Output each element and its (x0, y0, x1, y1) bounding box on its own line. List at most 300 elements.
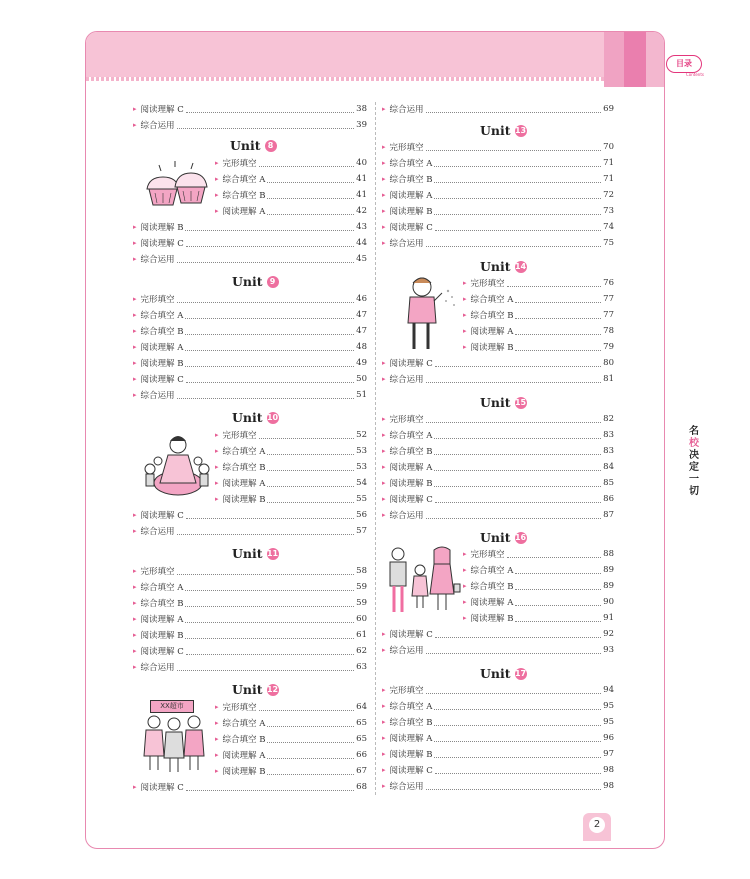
toc-row[interactable] (382, 492, 614, 506)
toc-page: 85 (603, 478, 614, 488)
toc-row[interactable] (382, 204, 614, 218)
unit-word: Unit (480, 666, 511, 681)
dot-leader (185, 638, 354, 639)
toc-row[interactable] (215, 172, 367, 186)
toc-label: 阅读理解 B (222, 495, 266, 505)
dot-leader (515, 334, 601, 335)
bullet-icon: ▸ (133, 239, 137, 247)
bullet-icon: ▸ (133, 327, 137, 335)
toc-label: 阅读理解 A (140, 615, 184, 625)
toc-row[interactable] (133, 372, 367, 386)
boy-illustration (398, 273, 460, 355)
unit-word: Unit (232, 682, 263, 697)
bullet-icon: ▸ (382, 734, 386, 742)
bullet-icon: ▸ (382, 782, 386, 790)
toc-row[interactable] (215, 156, 367, 170)
toc-row[interactable] (133, 388, 367, 402)
unit-heading-15[interactable] (480, 395, 527, 410)
toc-label: 阅读理解 C (140, 783, 184, 793)
unit-heading-13[interactable] (480, 123, 527, 138)
toc-page: 46 (356, 294, 367, 304)
toc-page: 51 (356, 390, 367, 400)
bullet-icon: ▸ (215, 703, 219, 711)
bullet-icon: ▸ (382, 431, 386, 439)
toc-row[interactable] (463, 324, 614, 338)
toc-row[interactable] (133, 308, 367, 322)
toc-page: 83 (603, 446, 614, 456)
toc-page: 89 (603, 565, 614, 575)
toc-label: 阅读理解 A (389, 191, 433, 201)
bullet-icon: ▸ (133, 375, 137, 383)
toc-page: 39 (356, 120, 367, 130)
toc-label: 综合填空 A (222, 447, 266, 457)
page-number: 2 (589, 817, 605, 833)
toc-page: 93 (603, 645, 614, 655)
dot-leader (177, 574, 355, 575)
toc-page: 45 (356, 254, 367, 264)
toc-row[interactable] (133, 596, 367, 610)
toc-row[interactable] (215, 748, 367, 762)
dot-leader (435, 773, 601, 774)
princess-illustration (138, 425, 214, 497)
toc-page: 53 (356, 462, 367, 472)
header-stripe (86, 77, 664, 81)
bullet-icon: ▸ (215, 431, 219, 439)
bullet-icon: ▸ (133, 121, 137, 129)
dot-leader (434, 486, 601, 487)
bullet-icon: ▸ (463, 582, 467, 590)
toc-label: 综合填空 A (389, 431, 433, 441)
toc-label: 综合运用 (140, 255, 175, 265)
unit-word: Unit (480, 259, 511, 274)
toc-row[interactable] (133, 780, 367, 794)
toc-label: 综合填空 A (140, 311, 184, 321)
dot-leader (515, 573, 601, 574)
toc-label: 综合运用 (140, 527, 175, 537)
toc-row[interactable] (133, 612, 367, 626)
dot-leader (434, 470, 601, 471)
toc-label: 阅读理解 A (470, 327, 514, 337)
toc-row[interactable] (133, 340, 367, 354)
toc-row[interactable] (463, 579, 614, 593)
toc-label: 完形填空 (389, 686, 424, 696)
toc-row[interactable] (463, 308, 614, 322)
bullet-icon: ▸ (133, 615, 137, 623)
bullet-icon: ▸ (382, 207, 386, 215)
toc-label: 综合运用 (389, 375, 424, 385)
bullet-icon: ▸ (133, 255, 137, 263)
dot-leader (426, 382, 602, 383)
unit-number-badge: 15 (514, 397, 527, 407)
bullet-icon: ▸ (463, 343, 467, 351)
dot-leader (185, 230, 354, 231)
dot-leader (426, 789, 602, 790)
bullet-icon: ▸ (382, 415, 386, 423)
unit-number-badge: 12 (266, 684, 279, 694)
unit-word: Unit (480, 530, 511, 545)
unit-number-badge: 10 (266, 412, 279, 422)
toc-page: 76 (603, 278, 614, 288)
unit-heading-8[interactable] (230, 138, 277, 153)
dot-leader (186, 112, 354, 113)
dot-leader (515, 318, 601, 319)
toc-page: 90 (603, 597, 614, 607)
toc-label: 阅读理解 C (140, 239, 184, 249)
dot-leader (267, 454, 354, 455)
toc-label: 综合运用 (389, 105, 424, 115)
shoppers-illustration (140, 712, 212, 774)
side-slogan-char: 一 (689, 474, 699, 485)
dot-leader (434, 166, 601, 167)
header-band (86, 32, 664, 77)
toc-row[interactable] (215, 476, 367, 490)
toc-row[interactable] (215, 732, 367, 746)
dot-leader (186, 518, 354, 519)
dot-leader (185, 590, 354, 591)
unit-word: Unit (480, 123, 511, 138)
toc-row[interactable] (382, 508, 614, 522)
toc-label: 阅读理解 C (140, 375, 184, 385)
toc-row[interactable] (463, 595, 614, 609)
toc-page: 83 (603, 430, 614, 440)
toc-row[interactable] (133, 628, 367, 642)
dot-leader (426, 112, 602, 113)
bullet-icon: ▸ (215, 495, 219, 503)
toc-label: 阅读理解 C (140, 647, 184, 657)
toc-row[interactable] (133, 564, 367, 578)
side-slogan-char: 校 (689, 438, 699, 449)
toc-row[interactable] (382, 140, 614, 154)
unit-heading-9[interactable] (232, 274, 279, 289)
dot-leader (426, 518, 602, 519)
bullet-icon: ▸ (133, 105, 137, 113)
bullet-icon: ▸ (463, 327, 467, 335)
side-slogan-char: 定 (689, 462, 699, 473)
bullet-icon: ▸ (382, 630, 386, 638)
bullet-icon: ▸ (382, 686, 386, 694)
unit-number-badge: 11 (266, 548, 279, 558)
toc-row[interactable] (463, 276, 614, 290)
bullet-icon: ▸ (133, 359, 137, 367)
toc-row[interactable] (133, 580, 367, 594)
toc-row[interactable] (463, 563, 614, 577)
side-slogan (685, 426, 703, 498)
unit-word: Unit (232, 410, 263, 425)
toc-label: 综合填空 A (389, 159, 433, 169)
toc-row[interactable] (382, 699, 614, 713)
toc-row[interactable] (215, 460, 367, 474)
toc-row[interactable] (382, 747, 614, 761)
toc-label: 综合运用 (140, 663, 175, 673)
toc-page: 57 (356, 526, 367, 536)
dot-leader (185, 606, 354, 607)
toc-label: 完形填空 (470, 279, 505, 289)
toc-label: 综合填空 B (389, 447, 433, 457)
bullet-icon: ▸ (215, 479, 219, 487)
toc-label: 综合填空 B (470, 582, 514, 592)
toc-row[interactable] (463, 611, 614, 625)
toc-page: 69 (603, 104, 614, 114)
bullet-icon: ▸ (463, 295, 467, 303)
bullet-icon: ▸ (133, 783, 137, 791)
bullet-icon: ▸ (463, 566, 467, 574)
toc-row[interactable] (133, 508, 367, 522)
toc-row[interactable] (133, 118, 367, 132)
toc-row[interactable] (382, 428, 614, 442)
bullet-icon: ▸ (382, 646, 386, 654)
bullet-icon: ▸ (382, 479, 386, 487)
bullet-icon: ▸ (133, 511, 137, 519)
unit-heading-10[interactable] (232, 410, 279, 425)
toc-row[interactable] (382, 715, 614, 729)
toc-label: 综合填空 B (222, 191, 266, 201)
toc-row[interactable] (215, 492, 367, 506)
header-tab (646, 32, 664, 87)
dot-leader (177, 534, 355, 535)
dot-leader (515, 589, 601, 590)
toc-label: 阅读理解 C (389, 630, 433, 640)
toc-page: 49 (356, 358, 367, 368)
toc-label: 阅读理解 C (389, 495, 433, 505)
toc-row[interactable] (382, 444, 614, 458)
toc-page: 86 (603, 494, 614, 504)
toc-row[interactable] (215, 428, 367, 442)
toc-page: 65 (356, 718, 367, 728)
toc-label: 综合填空 B (222, 463, 266, 473)
toc-row[interactable] (382, 683, 614, 697)
dot-leader (426, 422, 602, 423)
dot-leader (185, 350, 354, 351)
dot-leader (186, 790, 354, 791)
toc-label: 综合填空 B (389, 175, 433, 185)
dot-leader (177, 670, 355, 671)
toc-page: 58 (356, 566, 367, 576)
toc-row[interactable] (133, 660, 367, 674)
dot-leader (426, 246, 602, 247)
toc-label: 完形填空 (470, 550, 505, 560)
dot-leader (515, 605, 601, 606)
toc-row[interactable] (133, 356, 367, 370)
contents-logo-sub: Contents (686, 72, 704, 77)
toc-label: 综合填空 A (222, 719, 266, 729)
dot-leader (259, 166, 355, 167)
bullet-icon: ▸ (133, 663, 137, 671)
toc-row[interactable] (133, 644, 367, 658)
bullet-icon: ▸ (463, 279, 467, 287)
toc-label: 阅读理解 B (470, 343, 514, 353)
unit-number-badge: 9 (267, 276, 279, 288)
bullet-icon: ▸ (382, 359, 386, 367)
toc-page: 54 (356, 478, 367, 488)
toc-row[interactable] (382, 220, 614, 234)
toc-page: 56 (356, 510, 367, 520)
toc-label: 阅读理解 A (222, 751, 266, 761)
bullet-icon: ▸ (215, 159, 219, 167)
toc-page: 98 (603, 765, 614, 775)
toc-row[interactable] (215, 700, 367, 714)
toc-row[interactable] (382, 476, 614, 490)
toc-label: 阅读理解 C (389, 223, 433, 233)
bullet-icon: ▸ (133, 567, 137, 575)
toc-row[interactable] (382, 372, 614, 386)
dot-leader (426, 653, 602, 654)
toc-label: 综合填空 A (470, 566, 514, 576)
toc-row[interactable] (133, 292, 367, 306)
dot-leader (259, 710, 355, 711)
dot-leader (267, 502, 354, 503)
toc-row[interactable] (382, 102, 614, 116)
toc-row[interactable] (133, 252, 367, 266)
toc-page: 59 (356, 598, 367, 608)
toc-page: 38 (356, 104, 367, 114)
dot-leader (267, 198, 354, 199)
unit-heading-17[interactable] (480, 666, 527, 681)
dot-leader (515, 621, 601, 622)
bullet-icon: ▸ (133, 631, 137, 639)
toc-row[interactable] (382, 763, 614, 777)
toc-row[interactable] (133, 236, 367, 250)
toc-page: 96 (603, 733, 614, 743)
unit-heading-14[interactable] (480, 259, 527, 274)
toc-page: 50 (356, 374, 367, 384)
toc-page: 98 (603, 781, 614, 791)
toc-row[interactable] (382, 172, 614, 186)
toc-label: 阅读理解 B (389, 207, 433, 217)
toc-row[interactable] (463, 547, 614, 561)
toc-page: 81 (603, 374, 614, 384)
toc-page: 59 (356, 582, 367, 592)
unit-heading-16[interactable] (480, 530, 527, 545)
toc-label: 完形填空 (389, 143, 424, 153)
dot-leader (185, 318, 354, 319)
toc-row[interactable] (215, 188, 367, 202)
toc-row[interactable] (382, 412, 614, 426)
toc-page: 67 (356, 766, 367, 776)
bullet-icon: ▸ (215, 767, 219, 775)
unit-heading-11[interactable] (232, 546, 279, 561)
dot-leader (177, 398, 355, 399)
toc-row[interactable] (215, 204, 367, 218)
dot-leader (434, 214, 601, 215)
column-divider (375, 102, 376, 795)
toc-row[interactable] (133, 324, 367, 338)
side-slogan-char: 决 (689, 450, 699, 461)
unit-heading-12[interactable] (232, 682, 279, 697)
toc-page: 74 (603, 222, 614, 232)
toc-label: 阅读理解 B (140, 223, 184, 233)
toc-page: 61 (356, 630, 367, 640)
dot-leader (434, 741, 601, 742)
bullet-icon: ▸ (133, 599, 137, 607)
toc-page: 91 (603, 613, 614, 623)
toc-label: 综合填空 A (222, 175, 266, 185)
toc-row[interactable] (382, 643, 614, 657)
toc-page: 41 (356, 190, 367, 200)
toc-label: 阅读理解 C (140, 105, 184, 115)
toc-page: 40 (356, 158, 367, 168)
toc-row[interactable] (382, 356, 614, 370)
bullet-icon: ▸ (215, 463, 219, 471)
toc-page: 75 (603, 238, 614, 248)
toc-page: 79 (603, 342, 614, 352)
dot-leader (434, 198, 601, 199)
toc-label: 综合填空 B (140, 599, 184, 609)
toc-row[interactable] (215, 764, 367, 778)
toc-row[interactable] (215, 444, 367, 458)
toc-row[interactable] (382, 731, 614, 745)
toc-label: 阅读理解 B (470, 614, 514, 624)
toc-row[interactable] (133, 524, 367, 538)
toc-page: 77 (603, 310, 614, 320)
toc-label: 阅读理解 B (389, 479, 433, 489)
dot-leader (434, 182, 601, 183)
toc-page: 94 (603, 685, 614, 695)
toc-row[interactable] (463, 292, 614, 306)
bullet-icon: ▸ (215, 191, 219, 199)
dot-leader (435, 637, 601, 638)
bullet-icon: ▸ (463, 311, 467, 319)
bullet-icon: ▸ (382, 191, 386, 199)
dot-leader (435, 366, 601, 367)
dot-leader (434, 709, 601, 710)
unit-number-badge: 16 (514, 532, 527, 542)
toc-row[interactable] (463, 340, 614, 354)
dot-leader (434, 757, 601, 758)
toc-row[interactable] (382, 236, 614, 250)
toc-label: 阅读理解 C (389, 359, 433, 369)
dot-leader (267, 182, 354, 183)
toc-row[interactable] (382, 627, 614, 641)
bullet-icon: ▸ (382, 375, 386, 383)
toc-label: 阅读理解 A (222, 479, 266, 489)
toc-page: 42 (356, 206, 367, 216)
toc-page: 66 (356, 750, 367, 760)
toc-page: 95 (603, 717, 614, 727)
bullet-icon: ▸ (463, 598, 467, 606)
toc-row[interactable] (382, 460, 614, 474)
toc-row[interactable] (133, 102, 367, 116)
unit-number-badge: 14 (514, 261, 527, 271)
toc-row[interactable] (133, 220, 367, 234)
toc-page: 41 (356, 174, 367, 184)
toc-label: 阅读理解 A (470, 598, 514, 608)
toc-page: 55 (356, 494, 367, 504)
dot-leader (185, 334, 354, 335)
bullet-icon: ▸ (133, 311, 137, 319)
toc-page: 72 (603, 190, 614, 200)
dot-leader (515, 350, 601, 351)
bullet-icon: ▸ (382, 175, 386, 183)
toc-row[interactable] (382, 188, 614, 202)
toc-page: 73 (603, 206, 614, 216)
toc-row[interactable] (215, 716, 367, 730)
toc-row[interactable] (382, 779, 614, 793)
toc-label: 综合填空 A (470, 295, 514, 305)
toc-label: 综合填空 A (389, 702, 433, 712)
dot-leader (267, 470, 354, 471)
toc-row[interactable] (382, 156, 614, 170)
dot-leader (434, 725, 601, 726)
bullet-icon: ▸ (382, 463, 386, 471)
toc-page: 70 (603, 142, 614, 152)
dot-leader (434, 438, 601, 439)
unit-word: Unit (230, 138, 261, 153)
dot-leader (435, 230, 601, 231)
toc-label: 阅读理解 A (140, 343, 184, 353)
toc-page: 92 (603, 629, 614, 639)
dot-leader (267, 742, 354, 743)
toc-label: 完形填空 (222, 703, 257, 713)
